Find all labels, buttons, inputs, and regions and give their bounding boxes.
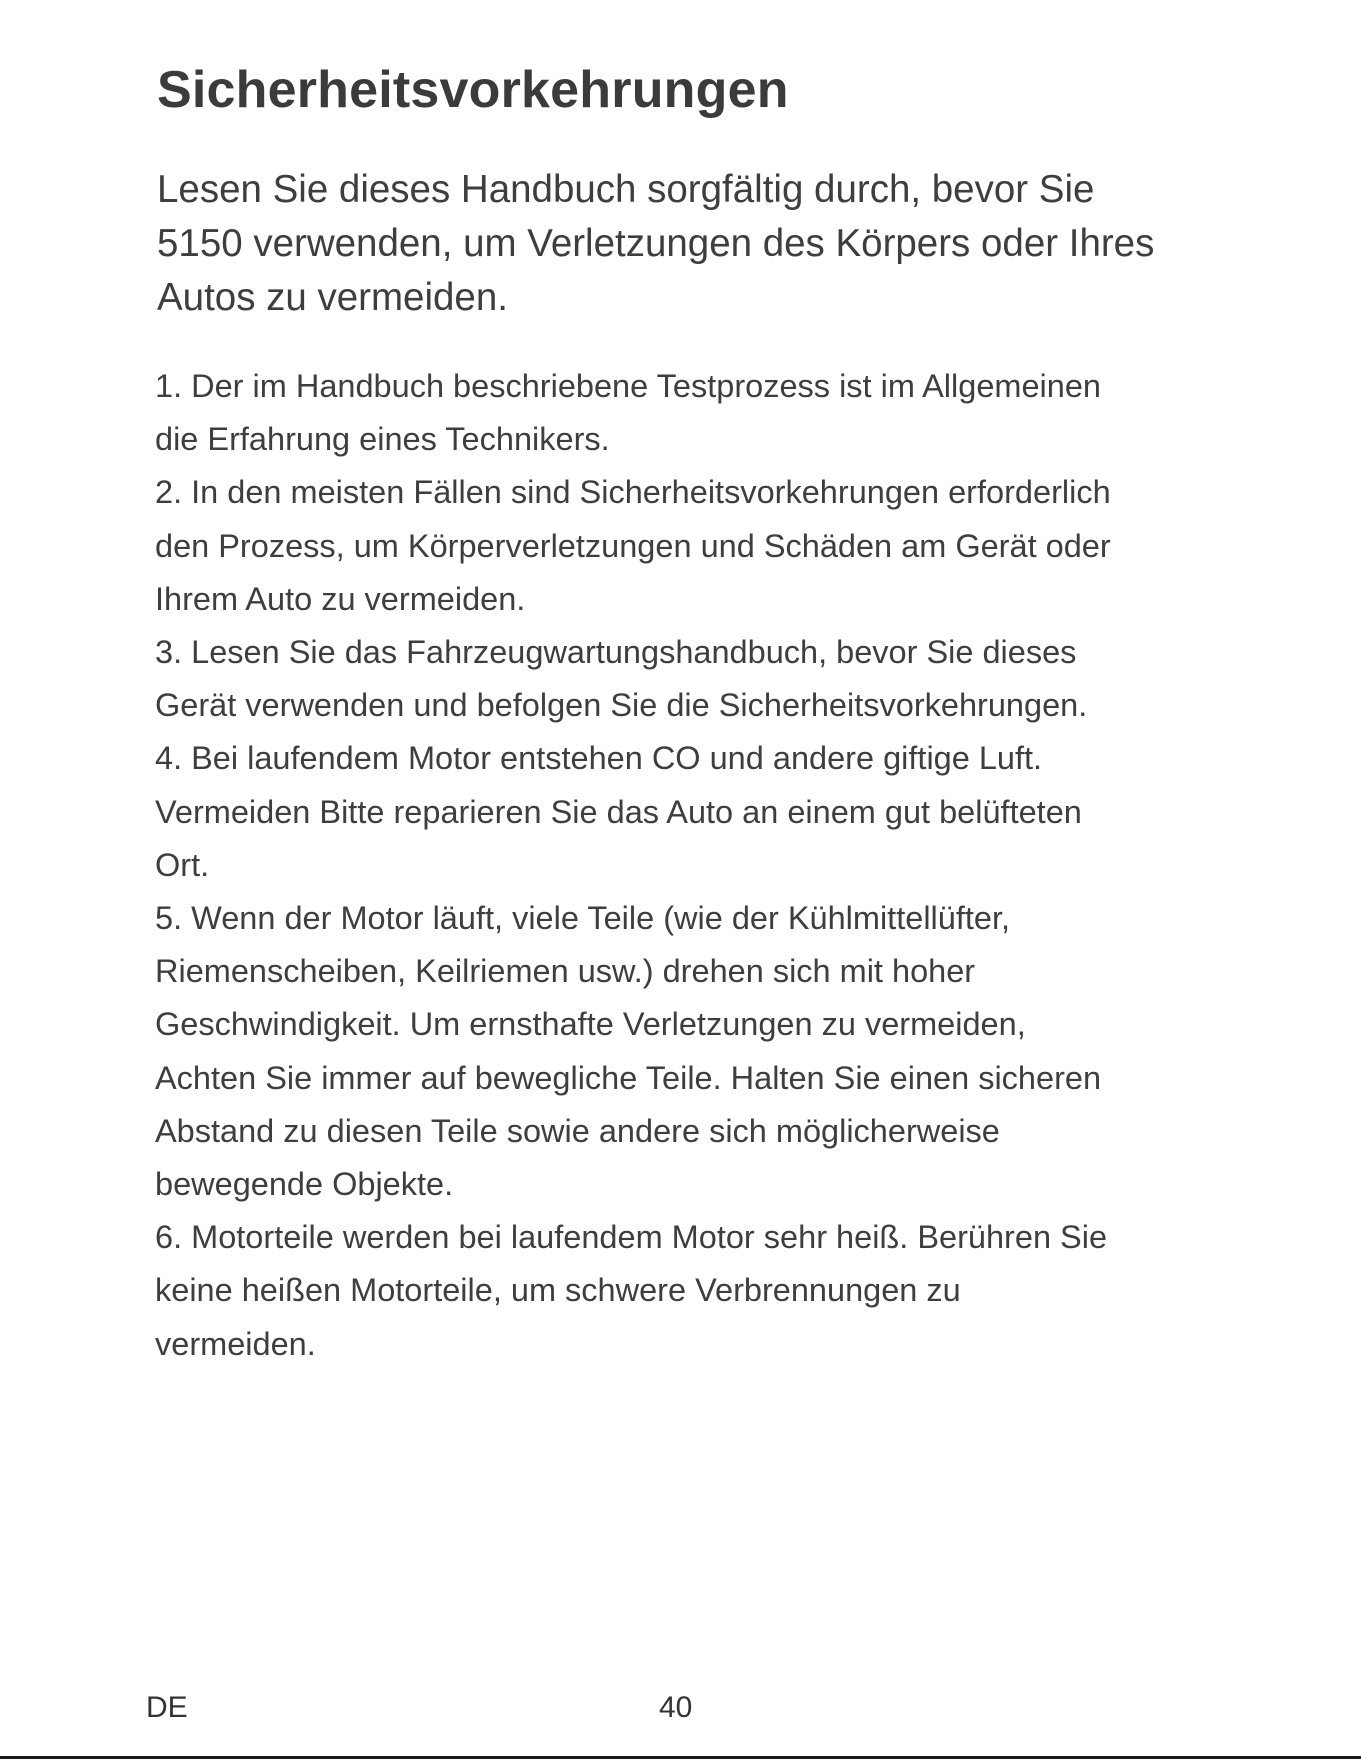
list-item-line: 1. Der im Handbuch beschriebene Testprozess ist im Allgemeinen <box>155 368 1101 404</box>
list-item-line: Abstand zu diesen Teile sowie andere sich möglicherweise <box>155 1112 1000 1149</box>
list-item-line: Gerät verwenden und befolgen Sie die Sicherheitsvorkehrungen. <box>155 687 1088 724</box>
list-item <box>155 892 1265 1211</box>
intro-paragraph <box>157 163 1237 325</box>
list-item-line: Riemenscheiben, Keilriemen usw.) drehen sich mit hoher <box>155 953 976 990</box>
intro-line: Autos zu vermeiden. <box>157 276 508 319</box>
intro-line: 5150 verwenden, um Verletzungen des Körpers oder Ihres <box>157 222 1155 265</box>
list-item <box>155 360 1265 466</box>
list-item-line: vermeiden. <box>155 1325 316 1362</box>
list-item-line: Achten Sie immer auf bewegliche Teile. Halten Sie einen sicheren <box>155 1059 1102 1096</box>
list-item <box>155 466 1265 626</box>
bottom-divider <box>0 1756 1361 1759</box>
list-item-line: keine heißen Motorteile, um schwere Verbrennungen zu <box>155 1272 961 1309</box>
list-item <box>155 1211 1265 1371</box>
page-number: 40 <box>659 1691 693 1724</box>
list-item <box>155 626 1265 732</box>
list-item <box>155 732 1265 892</box>
safety-list <box>155 360 1265 1371</box>
list-item-line: 4. Bei laufendem Motor entstehen CO und andere giftige Luft. <box>155 740 1043 777</box>
page-title: Sicherheitsvorkehrungen <box>157 61 789 119</box>
list-item-line: den Prozess, um Körperverletzungen und Schäden am Gerät oder <box>155 527 1111 564</box>
intro-line: Lesen Sie dieses Handbuch sorgfältig durch, bevor Sie <box>157 168 1095 211</box>
list-item-line: Ort. <box>155 846 210 883</box>
list-item-line: 6. Motorteile werden bei laufendem Motor sehr heiß. Berühren Sie <box>155 1219 1108 1256</box>
list-item-line: 2. In den meisten Fällen sind Sicherheitsvorkehrungen erforderlich <box>155 474 1111 511</box>
list-item-line: 3. Lesen Sie das Fahrzeugwartungshandbuch, bevor Sie dieses <box>155 634 1077 671</box>
list-item-line: 5. Wenn der Motor läuft, viele Teile (wie der Kühlmittellüfter, <box>155 900 1011 937</box>
list-item-line: bewegende Objekte. <box>155 1166 454 1203</box>
list-item-line: Geschwindigkeit. Um ernsthafte Verletzungen zu vermeiden, <box>155 1006 1026 1043</box>
list-item-line: die Erfahrung eines Technikers. <box>155 421 610 458</box>
list-item-line: Vermeiden Bitte reparieren Sie das Auto an einem gut belüfteten <box>155 793 1082 830</box>
list-item-line: Ihrem Auto zu vermeiden. <box>155 580 526 617</box>
footer-language: DE <box>146 1691 188 1724</box>
